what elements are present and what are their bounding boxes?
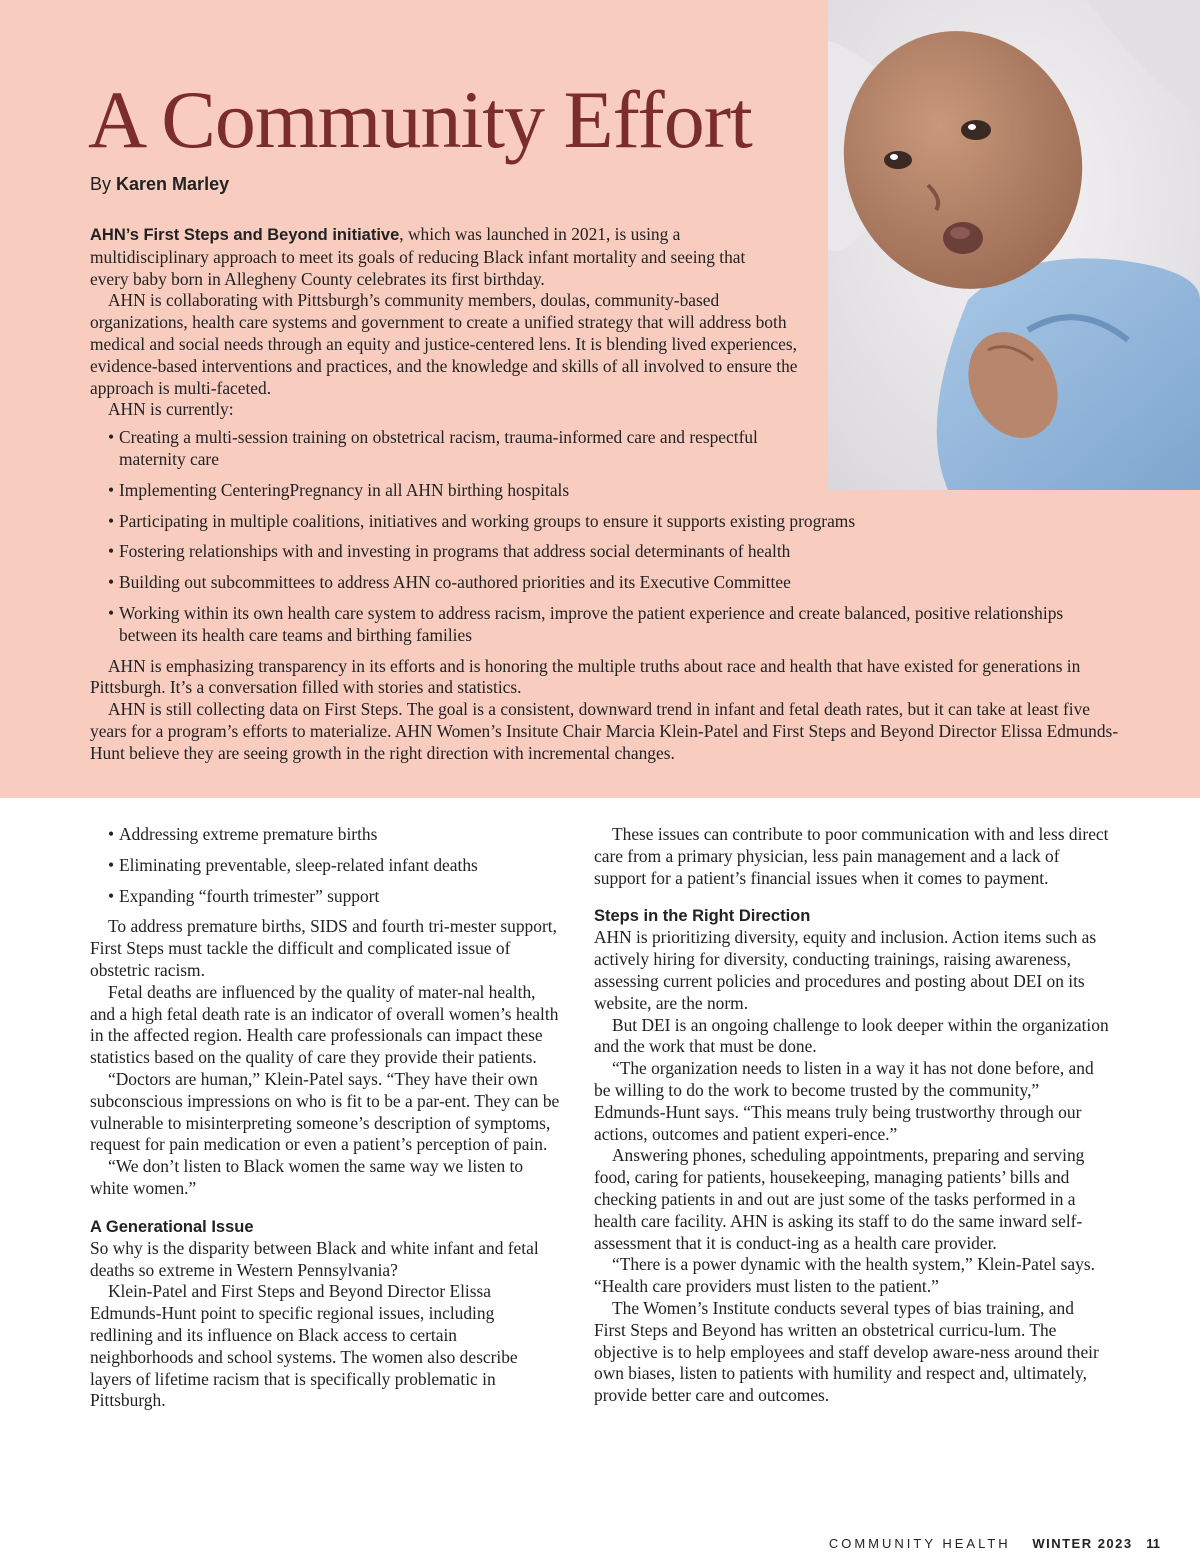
publication-name: COMMUNITY HEALTH: [828, 1536, 1011, 1551]
data-paragraph: AHN is still collecting data on First Steps. The goal is a consistent, downward trend in infant and fetal death rates, but it can take at least five years for a program’s efforts to materialize. AHN Women’s Insitute Chair Marcia Klein-Patel and First Steps and Beyond Director Elissa Edmunds-Hunt believe they are seeing growth in the right direction with incremental changes.: [90, 699, 1119, 763]
body-paragraph: The Women’s Institute conducts several types of bias training, and First Steps and Beyond has written an obstetrical curricu-lum. The objective is to help employees and staff develop aware-ness around their own biases, listen to patients with humility and respect and, ultimately, provide better care and outcomes.: [594, 1297, 1099, 1406]
body-paragraph: But DEI is an ongoing challenge to look deeper within the organization and the work that must be done.: [594, 1014, 1109, 1057]
body-paragraph: To address premature births, SIDS and fourth tri-mester support, First Steps must tackle the difficult and complicated issue of obstetric racism.: [90, 916, 557, 980]
collab-paragraph: AHN is collaborating with Pittsburgh’s community members, doulas, community-based organizations, health care systems and government to create a unified strategy that will address both medical and social needs through an equity and justice-centered lens. It is blending lived experiences, evidence-based interventions and practices, and the knowledge and skills of all involved to ensure the approach is multi-faceted.: [90, 290, 798, 398]
lead-bold: AHN’s First Steps and Beyond initiative: [90, 226, 400, 244]
lead-text: , which was launched in 2021, is using a multidisciplinary approach to meet its goals of reducing Black infant mortality and seeing that every baby born in Allegheny County celebrates its first birthday.: [90, 224, 746, 289]
section-heading-generational: A Generational Issue: [90, 1217, 254, 1236]
article-title: A Community Effort: [88, 74, 752, 165]
goals-list: [108, 824, 560, 907]
list-item: • Creating a multi-session training on obstetrical racism, trauma-informed care and respectful maternity care: [108, 427, 783, 471]
body-paragraph: These issues can contribute to poor communication with and less direct care from a primary physician, less pain management and a lack of support for a patient’s financial issues when it comes to payment.: [594, 824, 1109, 888]
page-number: 11: [1146, 1536, 1160, 1551]
byline-prefix: By: [90, 174, 112, 194]
body-paragraph: Klein-Patel and First Steps and Beyond Director Elissa Edmunds-Hunt point to specific regional issues, including redlining and its influence on Black access to certain neighborhoods and school systems. The women also describe layers of lifetime racism that is specifically problematic in Pittsburgh.: [90, 1281, 518, 1411]
list-item: • Participating in multiple coalitions, initiatives and working groups to ensure it supports existing programs: [108, 511, 1120, 533]
issue-season: WINTER 2023: [1032, 1536, 1133, 1551]
body-paragraph: “There is a power dynamic with the health system,” Klein-Patel says. “Health care providers must listen to the patient.”: [594, 1254, 1095, 1297]
byline-author: Karen Marley: [116, 174, 230, 194]
list-item: • Addressing extreme premature births: [108, 824, 560, 846]
byline: [90, 174, 229, 195]
body-paragraph: Answering phones, scheduling appointments, preparing and serving food, caring for patients, housekeeping, managing patients’ bills and checking patients in and out are just some of the tasks performed in a health care facility. AHN is asking its staff to do the same inward self-assessment that it is conduct-ing as a health care provider.: [594, 1145, 1085, 1253]
left-column: [90, 824, 560, 1412]
list-item: • Implementing CenteringPregnancy in all AHN birthing hospitals: [108, 480, 1120, 502]
lead-section: [90, 224, 1120, 765]
list-item: • Eliminating preventable, sleep-related infant deaths: [108, 855, 560, 877]
currently-paragraph: AHN is currently:: [108, 399, 234, 420]
transparency-paragraph: AHN is emphasizing transparency in its efforts and is honoring the multiple truths about race and health that have existed for generations in Pittsburgh. It’s a conversation filled with stories and statistics.: [90, 655, 1081, 698]
body-paragraph: “The organization needs to listen in a way it has not done before, and be willing to do the work to become trusted by the community,” Edmunds-Hunt says. “This means truly being trustworthy through our actions, outcomes and patient experi-ence.”: [594, 1058, 1094, 1144]
body-paragraph: AHN is prioritizing diversity, equity and inclusion. Action items such as actively hiring for diversity, conducting trainings, raising awareness, assessing current policies and procedures and posting about DEI on its website, are the norm.: [594, 927, 1097, 1013]
right-column: [594, 824, 1110, 1407]
list-item: • Fostering relationships with and investing in programs that address social determinants of health: [108, 541, 1120, 563]
body-paragraph: So why is the disparity between Black and white infant and fetal deaths so extreme in Western Pennsylvania?: [90, 1237, 539, 1280]
page-footer: [829, 1536, 1160, 1551]
lead-paragraph: [90, 224, 760, 290]
list-item: • Working within its own health care system to address racism, improve the patient experience and create balanced, positive relationships between its health care teams and birthing families: [108, 603, 1119, 647]
list-item: • Expanding “fourth trimester” support: [108, 886, 560, 908]
body-paragraph: Fetal deaths are influenced by the quality of mater-nal health, and a high fetal death rate is an indicator of overall women’s health in the affected region. Health care professionals can impact these statistics based on the quality of care they provide their patients.: [90, 981, 559, 1068]
list-item: • Building out subcommittees to address AHN co-authored priorities and its Executive Committee: [108, 572, 1120, 594]
section-heading-direction: Steps in the Right Direction: [594, 907, 811, 926]
body-paragraph: “Doctors are human,” Klein-Patel says. “They have their own subconscious impressions on who is fit to be a par-ent. They can be vulnerable to misinterpreting someone’s description of symptoms, request for pain medication or even a patient’s perception of pain.: [90, 1068, 560, 1155]
body-paragraph: “We don’t listen to Black women the same way we listen to white women.”: [90, 1156, 524, 1198]
initiative-list: [108, 427, 1120, 646]
